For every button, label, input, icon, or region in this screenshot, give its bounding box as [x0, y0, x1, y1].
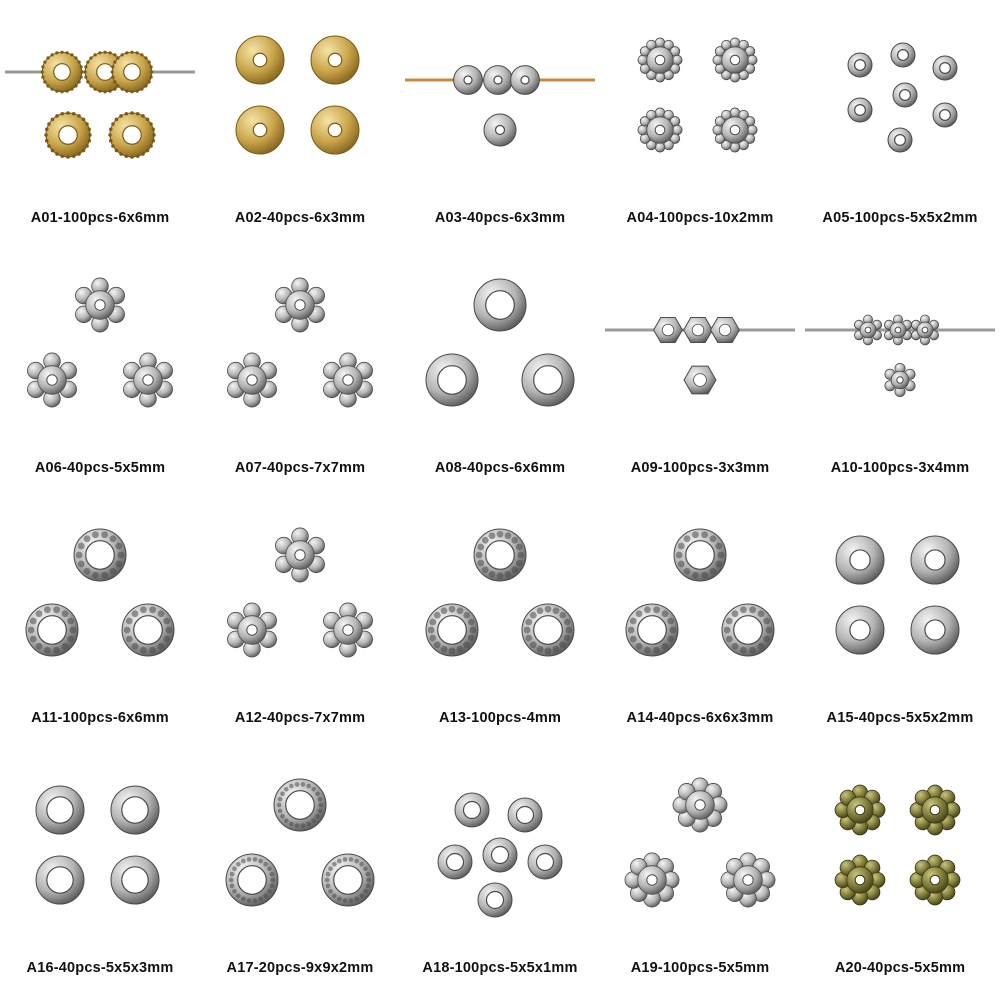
product-tile [800, 0, 1000, 250]
product-tile [0, 500, 200, 750]
product-label: A07-40pcs-7x7mm [234, 460, 366, 476]
product-label: A02-40pcs-6x3mm [234, 210, 366, 226]
bead-beaded-ring [74, 529, 126, 581]
product-label: A13-100pcs-4mm [438, 710, 562, 726]
bead-snowflake [227, 353, 276, 407]
bead-daisy-small [835, 785, 885, 835]
bead-ridged-ring [474, 529, 526, 581]
product-label: A09-100pcs-3x3mm [630, 460, 770, 476]
product-tile [0, 250, 200, 500]
bead-daisy [638, 38, 682, 82]
bead-daisy-small [673, 778, 727, 832]
bead-daisy-small [625, 853, 679, 907]
bead-flat-washer [455, 793, 489, 827]
bead-flat-disc [311, 36, 359, 84]
bead-tiny-hex [684, 318, 713, 343]
bead-flat-disc [236, 36, 284, 84]
product-photo [600, 0, 800, 200]
product-label: A12-40pcs-7x7mm [234, 710, 366, 726]
product-tile [600, 0, 800, 250]
bead-daisy [638, 108, 682, 152]
product-photo [800, 0, 1000, 200]
bead-dotted-large-ring [274, 779, 326, 831]
bead-flat-disc [511, 66, 540, 95]
bead-thick-washer [836, 536, 884, 584]
product-photo [0, 750, 200, 950]
bead-snowflake [275, 278, 324, 332]
product-label: A15-40pcs-5x5x2mm [826, 710, 974, 726]
bead-tiny-hex [711, 318, 740, 343]
bead-dotted-large-ring [226, 854, 278, 906]
bead-donut [522, 354, 574, 406]
bead-tube-ring [111, 786, 159, 834]
product-photo [400, 250, 600, 450]
product-tile [800, 750, 1000, 1000]
bead-daisy-small [910, 785, 960, 835]
product-label: A18-100pcs-5x5x1mm [422, 960, 578, 976]
product-photo [800, 500, 1000, 700]
bead-flat-washer [478, 883, 512, 917]
product-label: A11-100pcs-6x6mm [31, 710, 169, 726]
bead-beaded-ring [122, 604, 174, 656]
product-label: A06-40pcs-5x5mm [34, 460, 166, 476]
bead-flat-disc [484, 66, 513, 95]
product-photo [0, 0, 200, 200]
bead-tube-ring [36, 856, 84, 904]
bead-tiny-star [885, 363, 915, 396]
product-tile [400, 250, 600, 500]
product-tile [400, 0, 600, 250]
bead-snowflake [27, 353, 76, 407]
bead-small-ring [933, 56, 957, 80]
bead-daisy-small [721, 853, 775, 907]
bead-daisy [713, 38, 757, 82]
bead-thick-washer [911, 536, 959, 584]
bead-small-ring [893, 83, 917, 107]
product-tile [0, 750, 200, 1000]
product-photo [400, 750, 600, 950]
bead-small-ring [848, 98, 872, 122]
product-photo [200, 750, 400, 950]
product-label: A03-40pcs-6x3mm [434, 210, 566, 226]
bead-daisy-small [835, 855, 885, 905]
bead-flat-washer [438, 845, 472, 879]
product-tile [200, 0, 400, 250]
bead-flower [323, 603, 372, 657]
bead-ridged-ring [426, 604, 478, 656]
product-photo [200, 500, 400, 700]
product-tile [600, 750, 800, 1000]
bead-tube-ring [36, 786, 84, 834]
product-tile [600, 250, 800, 500]
bead-flat-washer [483, 838, 517, 872]
bead-small-ring [891, 43, 915, 67]
bead-snowflake [323, 353, 372, 407]
bead-flat-disc [236, 106, 284, 154]
product-photo [600, 500, 800, 700]
bead-tiny-hex [684, 366, 716, 394]
product-label: A10-100pcs-3x4mm [830, 460, 970, 476]
bead-twisted-ring [674, 529, 726, 581]
product-label: A14-40pcs-6x6x3mm [626, 710, 774, 726]
bead-tiny-hex [654, 318, 683, 343]
bead-flower [227, 603, 276, 657]
product-photo [0, 250, 200, 450]
product-photo [0, 500, 200, 700]
bead-daisy-small [910, 855, 960, 905]
bead-twisted-ring [722, 604, 774, 656]
product-label: A05-100pcs-5x5x2mm [822, 210, 978, 226]
bead-gear-rondelle [44, 111, 92, 159]
bead-ridged-ring [522, 604, 574, 656]
product-tile [200, 250, 400, 500]
product-photo [800, 750, 1000, 950]
product-label: A20-40pcs-5x5mm [834, 960, 966, 976]
product-tile [800, 250, 1000, 500]
product-photo [800, 250, 1000, 450]
bead-tube-ring [111, 856, 159, 904]
product-photo [200, 0, 400, 200]
product-photo [600, 750, 800, 950]
product-photo [600, 250, 800, 450]
product-label: A16-40pcs-5x5x3mm [26, 960, 174, 976]
bead-small-ring [933, 103, 957, 127]
bead-flat-washer [528, 845, 562, 879]
product-label: A08-40pcs-6x6mm [434, 460, 566, 476]
product-tile [0, 0, 200, 250]
bead-flat-disc [454, 66, 483, 95]
bead-thick-washer [911, 606, 959, 654]
product-tile [400, 750, 600, 1000]
bead-daisy [713, 108, 757, 152]
bead-thick-washer [836, 606, 884, 654]
product-tile [400, 500, 600, 750]
bead-donut [426, 354, 478, 406]
product-label: A04-100pcs-10x2mm [626, 210, 774, 226]
product-tile [200, 500, 400, 750]
product-label: A01-100pcs-6x6mm [30, 210, 170, 226]
bead-donut [474, 279, 526, 331]
product-tile [600, 500, 800, 750]
bead-flat-disc [484, 114, 516, 146]
product-photo [200, 250, 400, 450]
bead-gear-rondelle [41, 51, 84, 94]
bead-twisted-ring [626, 604, 678, 656]
product-label: A17-20pcs-9x9x2mm [226, 960, 374, 976]
bead-small-ring [848, 53, 872, 77]
bead-dotted-large-ring [322, 854, 374, 906]
product-photo [400, 0, 600, 200]
product-label: A19-100pcs-5x5mm [630, 960, 770, 976]
bead-flat-disc [311, 106, 359, 154]
bead-flat-washer [508, 798, 542, 832]
product-tile [800, 500, 1000, 750]
product-tile [200, 750, 400, 1000]
bead-beaded-ring [26, 604, 78, 656]
bead-flower [275, 528, 324, 582]
bead-gear-rondelle [111, 51, 154, 94]
product-photo [400, 500, 600, 700]
bead-snowflake [75, 278, 124, 332]
bead-small-ring [888, 128, 912, 152]
bead-snowflake [123, 353, 172, 407]
bead-gear-rondelle [108, 111, 156, 159]
